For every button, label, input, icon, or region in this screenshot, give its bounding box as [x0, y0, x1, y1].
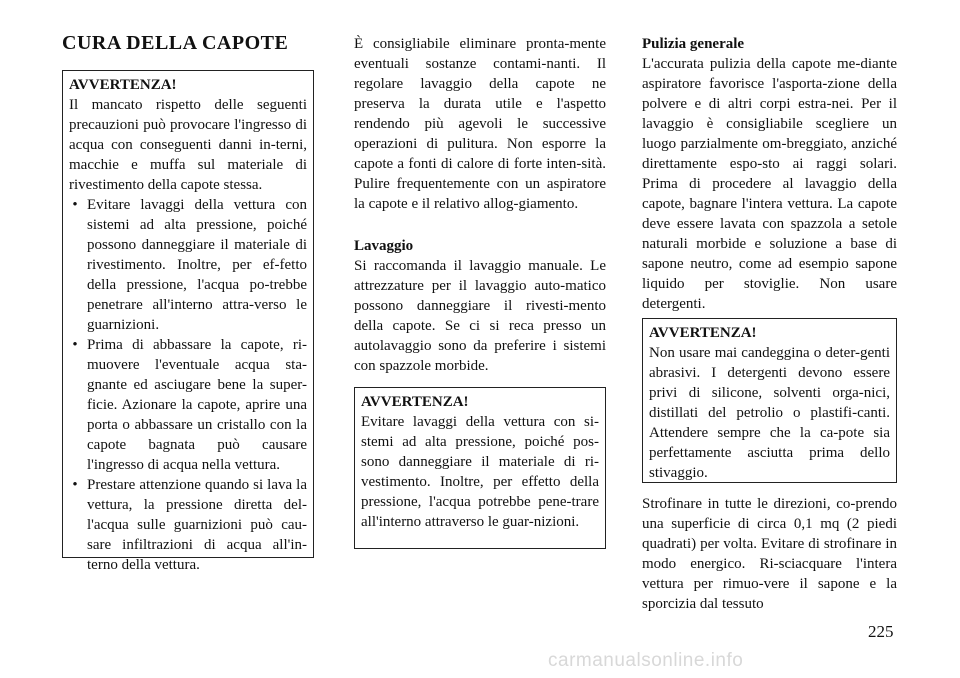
warning-text: Evitare lavaggi della vettura con si-stemi ad alta pressione, poiché pos-sono danneggiare il materiale di ri-vestimento. Inoltre, per effetto della pressione, l'acqua potrebbe pene-trare all'interno attraverso le guar-nizioni.: [361, 414, 599, 530]
lavaggio-heading: Lavaggio: [354, 238, 414, 254]
section-title: CURA DELLA CAPOTE: [62, 32, 289, 54]
pulizia-paragraph: L'accurata pulizia della capote me-diante aspiratore favorisce l'asporta-zione della polvere e di altri corpi estra-nei. Per il lavaggio è consigliabile scegliere un luogo parzialmente om-breggiato, anziché direttamente espo-sto ai raggi solari. Prima di procedere al lavaggio della capote, bagnare l'intera vettura. La capote deve essere lavata con spazzola a setole naturali morbide e soluzione a base di sapone neutro, come ad esempio sapone liquido per stoviglie. Non usare detergenti.: [642, 56, 897, 312]
page-number: 225: [868, 622, 894, 641]
warning-text: Non usare mai candeggina o deter-genti abrasivi. I detergenti devono essere privi di silicone, solventi orga-nici, distillati del petrolio o plastifi-canti. Attendere sempre che la ca-pote sia perfettamente asciutta prima dello stivaggio.: [649, 345, 890, 481]
list-item: [69, 195, 307, 335]
list-item-text: Evitare lavaggi della vettura con sistemi ad alta pressione, poiché possono danneggiare il materiale di rivestimento. Inoltre, per ef-fetto della pressione, l'acqua po-trebbe penetrare all'interno attra-verso le guarnizioni.: [87, 197, 307, 333]
watermark: carmanualsonline.info: [548, 650, 744, 671]
bullet-icon: •: [72, 477, 78, 493]
warning-title: AVVERTENZA!: [361, 394, 469, 410]
warning-title: AVVERTENZA!: [69, 77, 177, 93]
intro-paragraph: È consigliabile eliminare pronta-mente eventuali sostanze contami-nanti. Il regolare lavaggio della capote ne preserva la durata utile e l'aspetto rendendo più agevoli le successive operazioni di pulitura. Non esporre la capote a fonti di calore di forte inten-sità. Pulire frequentemente con un aspiratore la capote e il relativo allog-giamento.: [354, 36, 606, 212]
list-item: [69, 475, 307, 575]
warning-title: AVVERTENZA!: [649, 325, 757, 341]
list-item-text: Prestare attenzione quando si lava la vettura, la pressione diretta del-l'acqua sulle guarnizioni può cau-sare infiltrazioni di acqua all'in-terno della vettura.: [87, 477, 307, 573]
pulizia-heading: Pulizia generale: [642, 36, 745, 52]
precaution-list: [69, 195, 307, 575]
list-item-text: Prima di abbassare la capote, ri-muovere l'eventuale acqua sta-gnante ed asciugare bene la super-ficie. Azionare la capote, aprire una porta o abbassare un cristallo con la capote bagnata può causare l'ingresso di acqua nella vettura.: [87, 337, 307, 473]
warning-box-right: [642, 318, 897, 483]
lavaggio-paragraph: Si raccomanda il lavaggio manuale. Le attrezzature per il lavaggio auto-matico possono danneggiare il rivesti-mento della capote. Se ci si reca presso un autolavaggio sono da preferire i sistemi con spazzole morbide.: [354, 258, 606, 374]
bullet-icon: •: [72, 337, 78, 353]
warning-box-middle: [354, 387, 606, 549]
warning-box-top-left: [62, 70, 314, 573]
warning-text: Il mancato rispetto delle seguenti precauzioni può provocare l'ingresso di acqua con conseguenti danni in-terni, macchie e muffa sul materiale di rivestimento della capote stessa.: [69, 97, 307, 193]
strofinare-paragraph: Strofinare in tutte le direzioni, co-prendo una superficie di circa 0,1 mq (2 piedi quadrati) per volta. Evitare di strofinare in modo energico. Ri-sciacquare l'intera vettura per rimuo-vere il sapone e la sporcizia dal tessuto: [642, 496, 897, 612]
bullet-icon: •: [72, 197, 78, 213]
list-item: [69, 335, 307, 475]
